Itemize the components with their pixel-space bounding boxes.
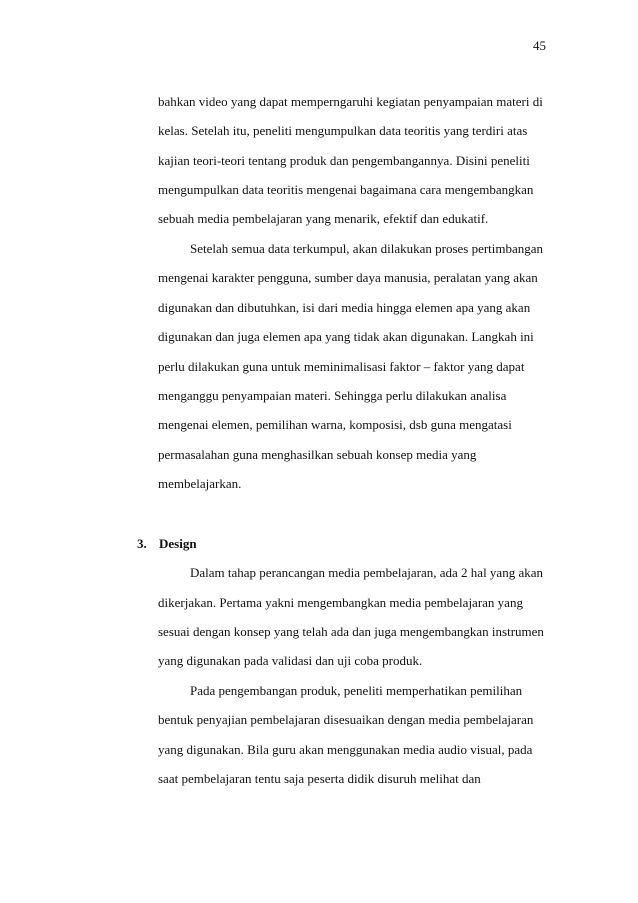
paragraph-1-line-4: mengumpulkan data teoritis mengenai bagaimana cara mengembangkan [158,182,534,197]
paragraph-2-line-6: menganggu penyampaian materi. Sehingga perlu dilakukan analisa [158,388,507,403]
paragraph-3-line-2: dikerjakan. Pertama yakni mengembangkan media pembelajaran yang [158,595,523,610]
section-heading-title: Design [159,536,197,551]
paragraph-4-line-4: saat pembelajaran tentu saja peserta didik disuruh melihat dan [158,771,481,786]
paragraph-3-line-4: yang digunakan pada validasi dan uji coba produk. [158,653,423,668]
paragraph-3-line-3: sesuai dengan konsep yang telah ada dan juga mengembangkan instrumen [158,624,544,639]
paragraph-4-line-3: yang digunakan. Bila guru akan menggunakan media audio visual, pada [158,742,533,757]
paragraph-2-line-9: membelajarkan. [158,476,242,491]
section-heading [137,536,197,552]
paragraph-1-line-2: kelas. Setelah itu, peneliti mengumpulkan data teoritis yang terdiri atas [158,123,528,138]
paragraph-2-line-8: permasalahan guna menghasilkan sebuah konsep media yang [158,447,477,462]
paragraph-1-line-5: sebuah media pembelajaran yang menarik, efektif dan edukatif. [158,211,489,226]
paragraph-2-line-7: mengenai elemen, pemilihan warna, komposisi, dsb guna mengatasi [158,417,512,432]
section-heading-number: 3. [137,536,147,551]
paragraph-2-line-4: digunakan dan juga elemen apa yang tidak akan digunakan. Langkah ini [158,329,534,344]
paragraph-3-line-1: Dalam tahap perancangan media pembelajaran, ada 2 hal yang akan [190,565,543,580]
paragraph-4-line-1: Pada pengembangan produk, peneliti memperhatikan pemilihan [190,683,523,698]
paragraph-2-line-5: perlu dilakukan guna untuk meminimalisasi faktor – faktor yang dapat [158,359,525,374]
paragraph-2-line-3: digunakan dan dibutuhkan, isi dari media hingga elemen apa yang akan [158,300,531,315]
paragraph-2-line-2: mengenai karakter pengguna, sumber daya manusia, peralatan yang akan [158,270,538,285]
paragraph-4-line-2: bentuk penyajian pembelajaran disesuaikan dengan media pembelajaran [158,712,534,727]
paragraph-2-line-1: Setelah semua data terkumpul, akan dilakukan proses pertimbangan [190,241,544,256]
paragraph-1-line-1: bahkan video yang dapat memperngaruhi kegiatan penyampaian materi di [158,94,543,109]
page-number: 45 [533,38,546,53]
paragraph-1-line-3: kajian teori-teori tentang produk dan pengembangannya. Disini peneliti [158,153,530,168]
